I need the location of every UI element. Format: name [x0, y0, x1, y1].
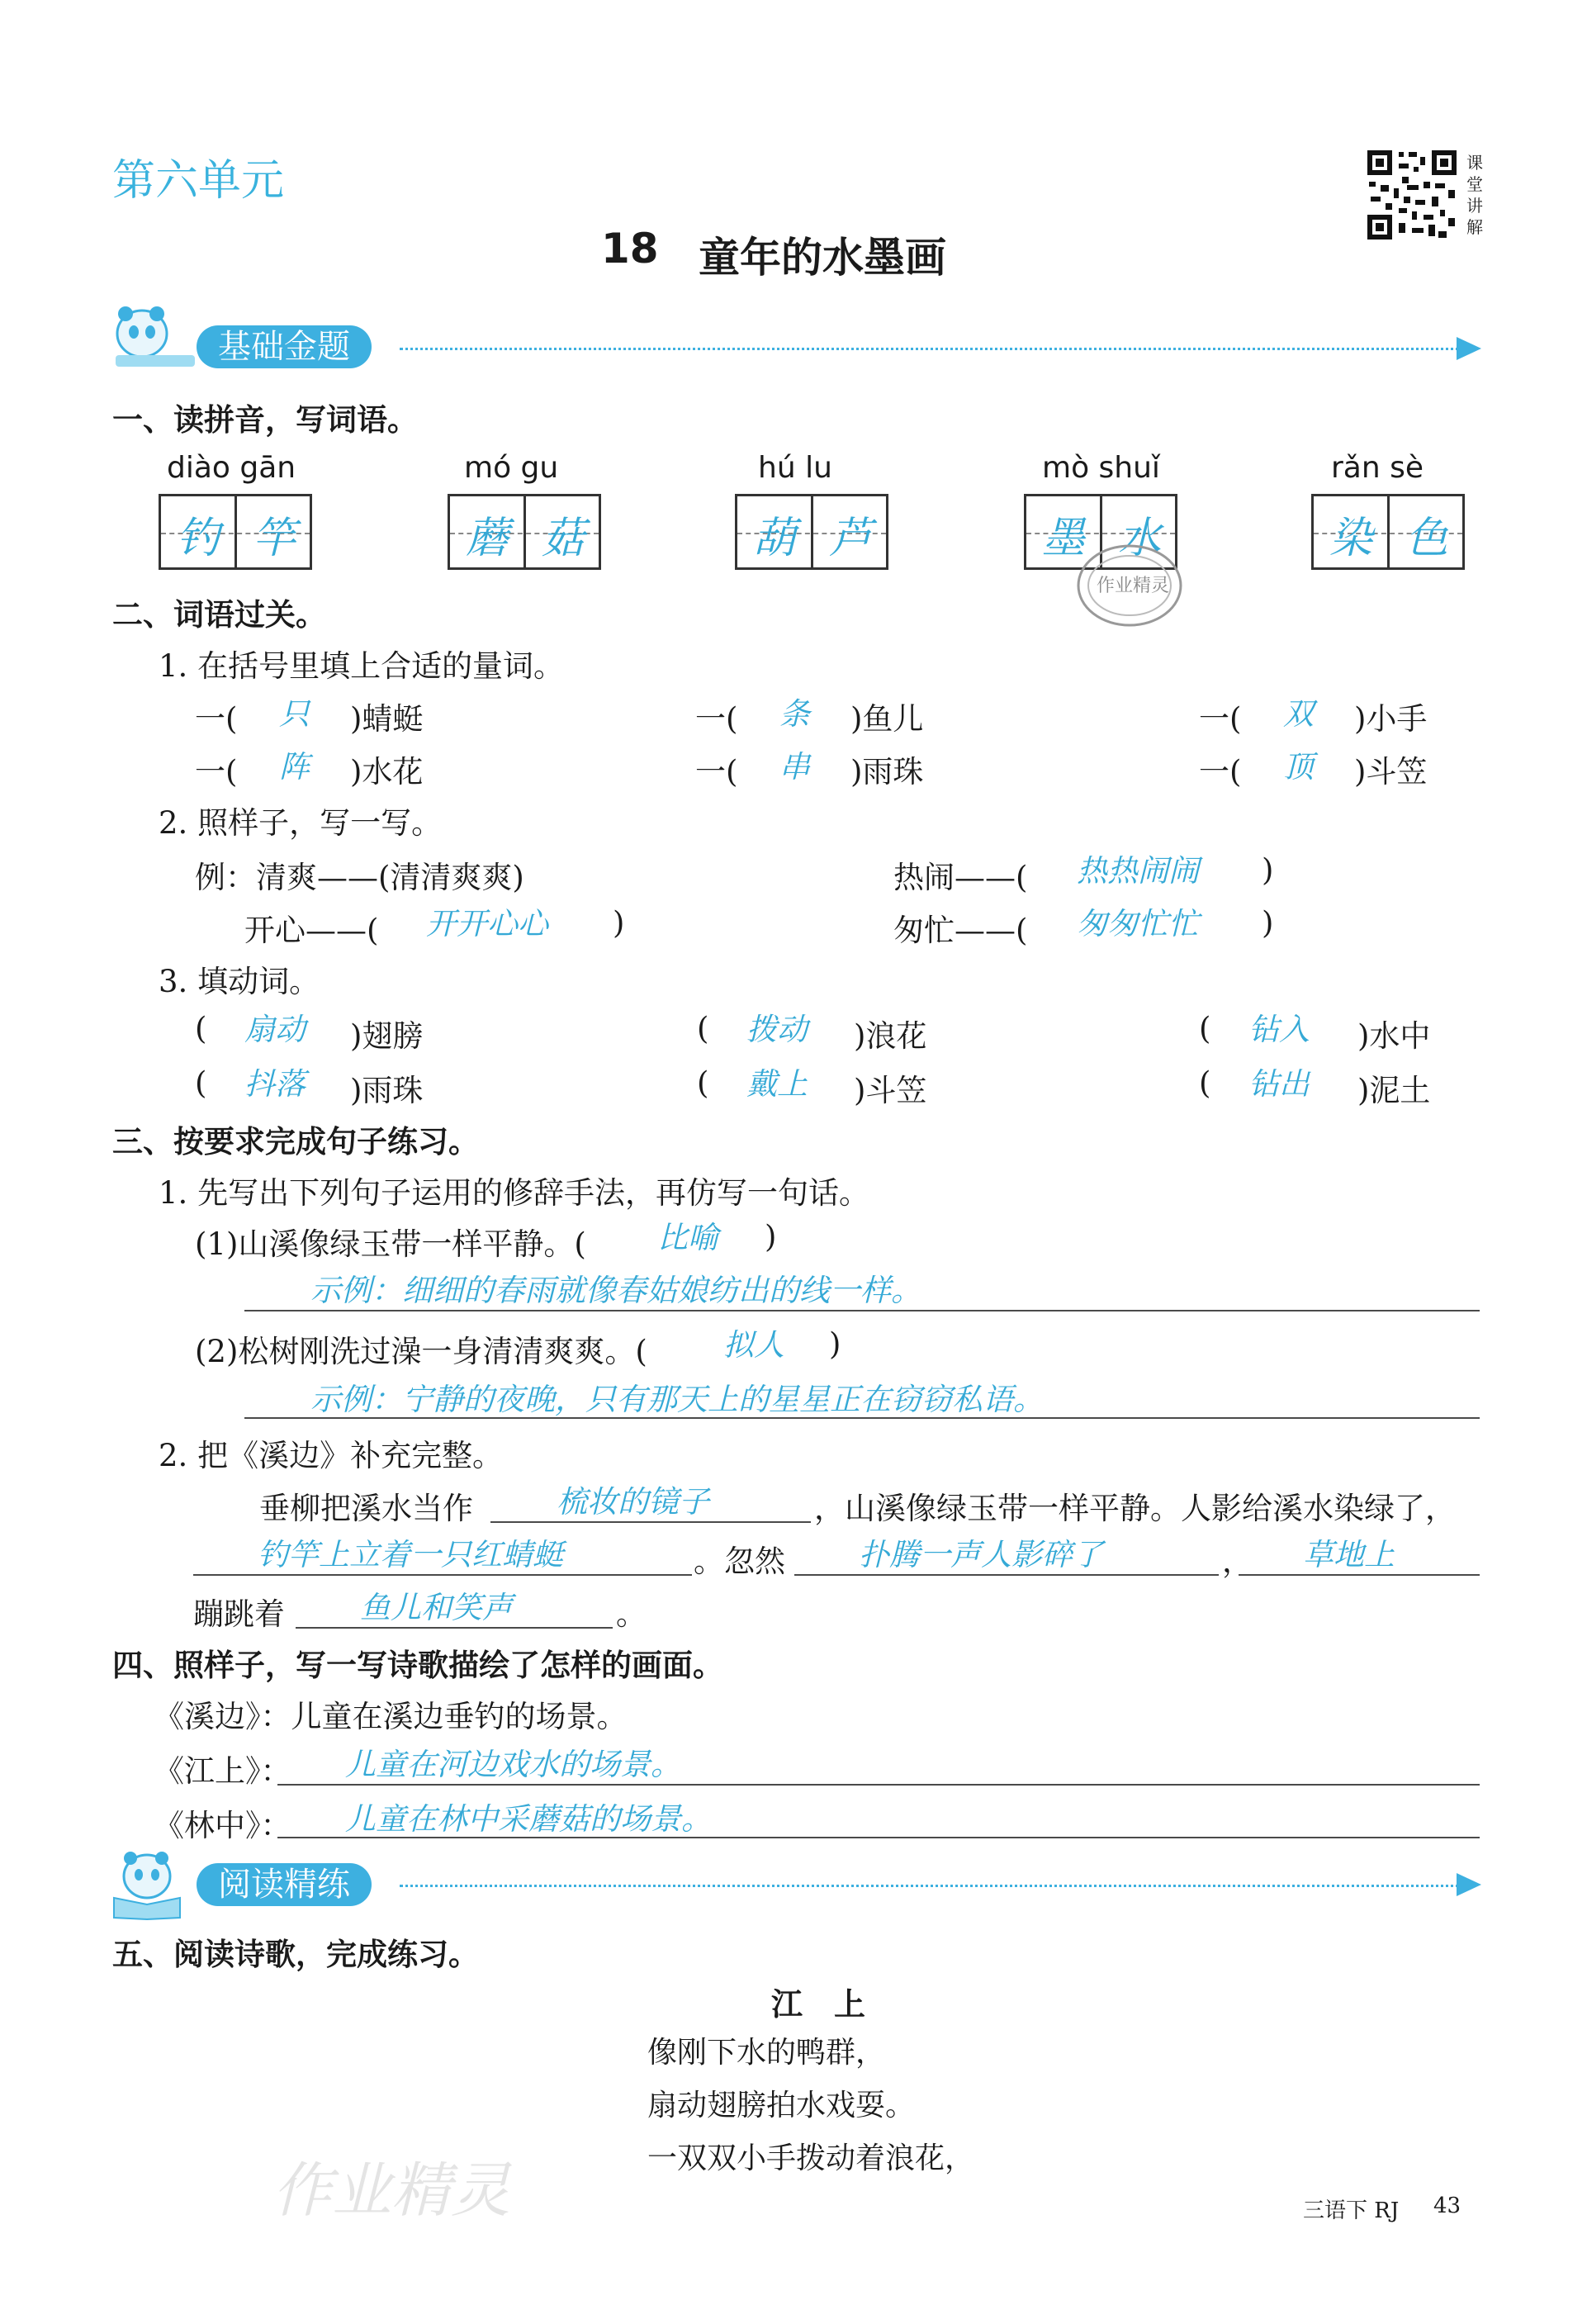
poem-line: 一双双小手拨动着浪花，	[647, 2141, 975, 2175]
fill-answer-2: 钓竿上立着一只红蜻蜓	[258, 1537, 563, 1572]
banner-dotted-line	[400, 348, 1465, 350]
tianzige-box-3[interactable]	[735, 494, 888, 570]
s3-q2: 2. 把《溪边》补充完整。	[159, 1438, 504, 1473]
panda-reading-icon	[109, 1847, 200, 1921]
measure-pre: 一(	[695, 754, 738, 790]
s4-a2: 儿童在林中采蘑菇的场景。	[345, 1801, 712, 1837]
watermark-stamp: 作业精灵	[1073, 540, 1186, 631]
verb-post: )浪花	[854, 1018, 927, 1054]
s2-q1: 1. 在括号里填上合适的量词。	[159, 648, 565, 684]
measure-answer: 只	[279, 696, 310, 732]
answer-char: 钓	[176, 514, 220, 563]
answer-line	[244, 1310, 1480, 1311]
s2-q2: 2. 照样子，写一写。	[159, 805, 443, 841]
panda-mascot-icon	[109, 301, 200, 375]
copy-answer: 匆匆忙忙	[1077, 906, 1199, 941]
qr-label-2: 堂	[1466, 174, 1483, 194]
fill-answer-4: 草地上	[1303, 1537, 1395, 1572]
poem-line: 像刚下水的鸭群，	[647, 2036, 886, 2070]
fill-answer-1: 梳妆的镜子	[557, 1484, 709, 1520]
poem-line: 扇动翅膀拍水戏耍。	[647, 2089, 916, 2122]
watermark-text: 作业精灵	[272, 2156, 511, 2225]
verb-post: )雨珠	[350, 1073, 424, 1108]
qr-label-3: 讲	[1466, 196, 1483, 216]
measure-answer: 条	[779, 696, 810, 732]
section-5-title: 五、阅读诗歌，完成练习。	[112, 1937, 479, 1972]
lesson-title: 童年的水墨画	[699, 234, 946, 282]
banner-dotted-line	[400, 1885, 1465, 1887]
measure-post: )雨珠	[850, 754, 924, 790]
verb-answer: 扇动	[244, 1012, 306, 1047]
pinyin-3: hú lu	[758, 451, 832, 485]
measure-pre: 一(	[695, 701, 738, 737]
fill-text-1: 垂柳把溪水当作	[259, 1491, 473, 1526]
arrow-right-icon	[1457, 1873, 1481, 1896]
answer-char: 菇	[541, 514, 585, 563]
s4-example: 《溪边》：儿童在溪边垂钓的场景。	[154, 1699, 628, 1734]
measure-answer: 顶	[1283, 749, 1314, 785]
s2-q3: 3. 填动词。	[159, 964, 320, 999]
example-text: 例：清爽——(清清爽爽)	[195, 860, 524, 895]
verb-answer: 戴上	[746, 1066, 808, 1102]
verb-post: )斗笠	[854, 1073, 927, 1108]
page-number: 43	[1433, 2194, 1461, 2218]
poem-title: 江 上	[771, 1985, 866, 2023]
measure-pre: 一(	[1199, 701, 1242, 737]
close-paren: )	[829, 1326, 841, 1362]
measure-answer: 串	[779, 749, 810, 785]
verb-answer: 钻入	[1248, 1012, 1310, 1047]
verb-post: )泥土	[1357, 1073, 1431, 1108]
measure-pre: 一(	[195, 754, 238, 790]
answer-char: 芦	[828, 514, 872, 563]
pinyin-4: mò shuǐ	[1042, 451, 1160, 485]
copy-word: 热闹——(	[893, 860, 1028, 895]
verb-post: )翅膀	[350, 1018, 424, 1054]
copy-word: 开心——(	[244, 913, 379, 948]
answer-char: 蘑	[465, 514, 509, 563]
arrow-right-icon	[1457, 337, 1481, 360]
fill-text-4: ，	[1222, 1544, 1253, 1579]
answer-char: 竿	[252, 514, 296, 563]
answer-char: 染	[1329, 514, 1372, 563]
verb-answer: 钻出	[1248, 1066, 1310, 1102]
copy-answer: 开开心心	[426, 906, 548, 941]
s3-a2-question: (2)松树刚洗过澡一身清清爽爽。(	[195, 1334, 647, 1369]
qr-label-4: 解	[1466, 217, 1483, 237]
s3-q1: 1. 先写出下列句子运用的修辞手法，再仿写一句话。	[159, 1175, 870, 1211]
s4-a1: 儿童在河边戏水的场景。	[345, 1747, 681, 1782]
measure-pre: 一(	[195, 701, 238, 737]
measure-post: )斗笠	[1354, 754, 1428, 790]
answer-char: 葫	[752, 514, 796, 563]
s3-a2-answer: 拟人	[723, 1327, 784, 1363]
answer-char: 水	[1117, 514, 1161, 563]
copy-answer: 热热闹闹	[1077, 853, 1199, 889]
s4-q1: 《江上》：	[154, 1753, 291, 1789]
footer-book: 三语下 RJ	[1303, 2198, 1400, 2223]
qr-label-1: 课	[1466, 153, 1483, 173]
unit-title: 第六单元	[112, 156, 285, 206]
verb-answer: 抖落	[244, 1066, 306, 1102]
answer-char: 墨	[1041, 514, 1085, 563]
tianzige-box-2[interactable]	[448, 494, 601, 570]
s3-a1-question: (1)山溪像绿玉带一样平静。(	[195, 1226, 586, 1262]
tianzige-box-1[interactable]	[159, 494, 312, 570]
fill-text-6: 。	[616, 1596, 647, 1632]
measure-answer: 双	[1283, 696, 1314, 732]
close-paren: )	[765, 1219, 777, 1254]
fill-text-5: 蹦跳着	[193, 1596, 285, 1632]
measure-pre: 一(	[1199, 754, 1242, 790]
fill-answer-3: 扑腾一声人影碎了	[859, 1537, 1103, 1572]
measure-post: )鱼儿	[850, 701, 924, 737]
qr-code[interactable]	[1366, 149, 1458, 241]
copy-word: 匆忙——(	[893, 913, 1028, 948]
s3-a1-answer: 比喻	[657, 1220, 718, 1255]
copy-close: )	[1262, 905, 1274, 941]
pinyin-2: mó gu	[464, 451, 559, 485]
measure-post: )小手	[1354, 701, 1428, 737]
pinyin-5: rǎn sè	[1331, 451, 1424, 485]
pinyin-1: diào gān	[167, 451, 296, 485]
verb-answer: 拨动	[746, 1012, 808, 1047]
section-banner-reading: 阅读精练	[197, 1863, 372, 1906]
section-banner-basic: 基础金题	[197, 325, 372, 368]
copy-close: )	[613, 905, 625, 941]
tianzige-box-5[interactable]	[1311, 494, 1465, 570]
fill-answer-5: 鱼儿和笑声	[360, 1590, 513, 1625]
section-1-title: 一、读拼音，写词语。	[112, 402, 418, 438]
section-3-title: 三、按要求完成句子练习。	[112, 1124, 479, 1160]
measure-post: )水花	[350, 754, 424, 790]
lesson-number: 18	[601, 225, 659, 273]
copy-close: )	[1262, 852, 1274, 888]
verb-post: )水中	[1357, 1018, 1431, 1054]
section-4-title: 四、照样子，写一写诗歌描绘了怎样的画面。	[112, 1648, 723, 1683]
fill-text-2: ，山溪像绿玉带一样平静。人影给溪水染绿了，	[814, 1491, 1456, 1526]
measure-answer: 阵	[279, 749, 310, 785]
s3-a2-example: 示例：宁静的夜晚，只有那天上的星星正在窃窃私语。	[310, 1382, 1044, 1417]
s4-q2: 《林中》：	[154, 1808, 291, 1843]
fill-text-3: 。忽然	[694, 1544, 785, 1579]
answer-line	[244, 1417, 1480, 1419]
section-2-title: 二、词语过关。	[112, 597, 326, 633]
s3-a1-example: 示例：细细的春雨就像春姑娘纺出的线一样。	[310, 1273, 921, 1308]
answer-char: 色	[1405, 514, 1448, 563]
measure-post: )蜻蜓	[350, 701, 424, 737]
